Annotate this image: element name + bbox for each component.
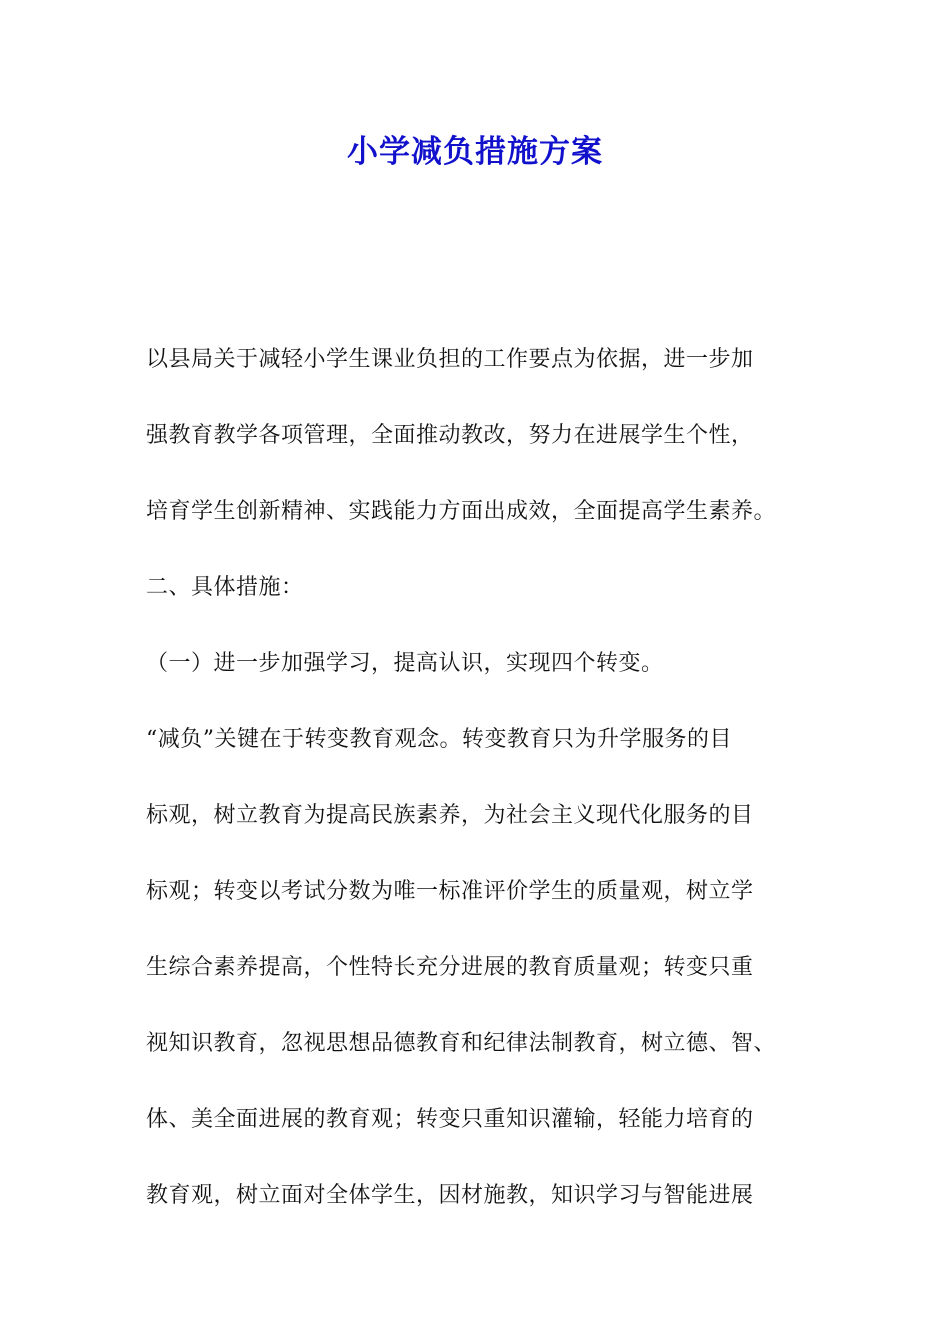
body-line: 体、美全面进展的教育观；转变只重知识灌输，轻能力培育的 — [146, 1107, 754, 1132]
body-line: 标观；转变以考试分数为唯一标准评价学生的质量观，树立学 — [146, 879, 754, 904]
document-title: 小学减负措施方案 — [347, 134, 603, 170]
body-line: 教育观，树立面对全体学生，因材施教，知识学习与智能进展 — [146, 1183, 754, 1208]
body-line: 生综合素养提高，个性特长充分进展的教育质量观；转变只重 — [146, 955, 754, 980]
body-line: 视知识教育，忽视思想品德教育和纪律法制教育，树立德、智、 — [146, 1031, 777, 1056]
body-line: 强教育教学各项管理，全面推动教改，努力在进展学生个性， — [146, 423, 754, 448]
document-body — [146, 338, 826, 1250]
body-line: 以县局关于减轻小学生课业负担的工作要点为依据，进一步加 — [146, 347, 754, 372]
subsection-heading: （一）进一步加强学习，提高认识，实现四个转变。 — [146, 651, 664, 676]
body-line: 培育学生创新精神、实践能力方面出成效，全面提高学生素养。 — [146, 499, 777, 524]
body-line: 标观，树立教育为提高民族素养，为社会主义现代化服务的目 — [146, 803, 754, 828]
body-line: “减负”关键在于转变教育观念。转变教育只为升学服务的目 — [146, 727, 732, 752]
section-heading: 二、具体措施： — [146, 575, 304, 600]
